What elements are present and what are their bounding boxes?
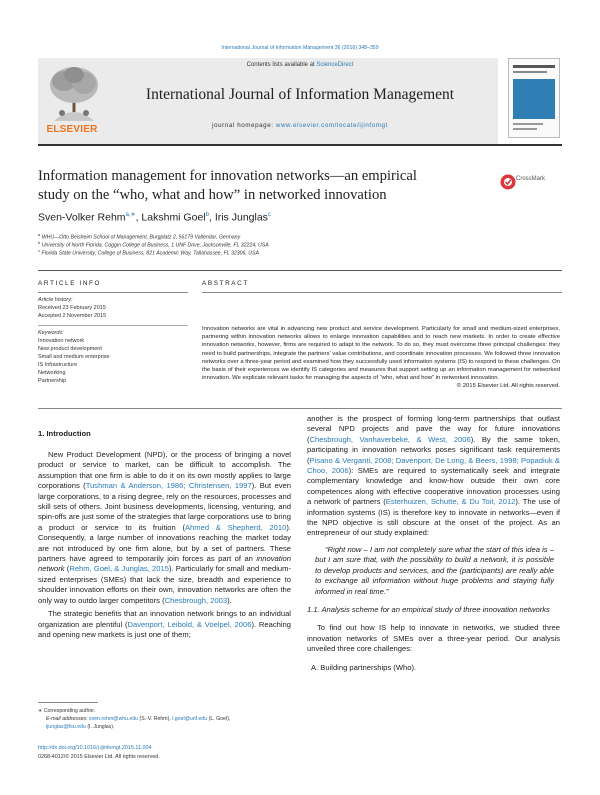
contents-prefix: Contents lists available at: [246, 62, 317, 68]
reference-link[interactable]: Chesbrough, Vanhaverbeke, & West, 2006: [309, 434, 471, 444]
received-date: Received 23 February 2015: [38, 305, 106, 311]
email-owner: (I. Junglas).: [85, 724, 115, 730]
author-affiliation-mark[interactable]: b: [205, 212, 209, 218]
author-name[interactable]: Iris Junglas: [214, 211, 268, 224]
keyword: Innovation network: [38, 338, 85, 344]
issn-line: 0268-4012/© 2015 Elsevier Ltd. All rights reserved.: [38, 754, 160, 760]
text-run: ). Particularly for small and medium-sized enterprises (SMEs) that lack the size, breadth and experience to shoulder innovation efforts on their own, innovation networks are often the only way to outdo larger competitors (: [38, 564, 291, 605]
interview-quote: “Right now – I am not completely sure what the start of this idea is – but I am sure that, with the possibility to build a network, it is possible to develop products and services, and the (participants) are really able to exchange all information without huge problems and staying fully informed in real time.”: [315, 544, 554, 596]
doi-link[interactable]: http://dx.doi.org/10.1016/j.ijinfomgt.2015.11.004: [38, 745, 152, 751]
reference-link[interactable]: Pisano & Verganti, 2008; Davenport, De Long, & Beers, 1998; Popadiuk & Choo, 2006: [307, 455, 560, 476]
text-run: (: [64, 564, 70, 574]
keyword: IS Infrastructure: [38, 362, 78, 368]
paragraph: [38, 450, 291, 606]
section-divider: [38, 408, 562, 409]
history-label: Article history:: [38, 297, 73, 303]
author-separator: ,: [208, 211, 215, 224]
homepage-label: journal homepage:: [212, 122, 276, 129]
crossmark-icon[interactable]: [500, 171, 554, 193]
journal-homepage: [120, 122, 480, 129]
email-link[interactable]: ijunglas@fsu.edu: [46, 724, 86, 730]
reference-link[interactable]: Chesbrough, 2003: [164, 595, 228, 605]
homepage-link[interactable]: www.elsevier.com/locate/ijinfomgt: [275, 122, 388, 129]
affiliation-text: WHU—Otto Beisheim School of Management, Burgplatz 2, 56179 Vallendar, Germany: [41, 234, 241, 241]
paragraph: To find out how IS help to innovate in networks, we studied three innovation networks of SMEs over a three-year period. Our analysis unveiled three core challenges:: [307, 623, 560, 654]
reference-link[interactable]: Ahmed & Shepherd, 2010: [184, 522, 287, 532]
text-run: ). Reaching and opening new markets is just one of them;: [38, 619, 291, 639]
keyword: Networking: [38, 370, 66, 376]
journal-cover-thumbnail: [508, 58, 560, 138]
abstract-copyright: © 2015 Elsevier Ltd. All rights reserved.: [456, 383, 560, 390]
text-run: another is the prospect of forming long-term partnerships that outlast several NPD projects and pave the way for future innovations (: [307, 414, 560, 444]
paragraph: [307, 414, 560, 539]
affiliation-text: University of North Florida, Coggin College of Business, 1 UNF Drive, Jacksonville, FL 32224, USA: [41, 242, 269, 249]
subsection-heading: 1.1. Analysis scheme for an empirical study of three innovation networks: [307, 604, 550, 614]
journal-title: International Journal of Information Management: [145, 86, 455, 103]
right-column: [307, 414, 560, 673]
emphasis: innovation network: [38, 554, 291, 574]
corresponding-author-note: ∗ Corresponding author.: [38, 708, 96, 714]
article-title-line-1: Information management for innovation networks—an empirical: [38, 168, 417, 184]
email-addresses-continued: [46, 724, 114, 730]
email-link[interactable]: sven.rehm@whu.edu: [88, 716, 139, 722]
publisher-wordmark: ELSEVIER: [46, 124, 98, 135]
keywords-label: Keywords:: [38, 330, 64, 336]
abstract-divider: [202, 292, 562, 293]
email-owner: (S.-V. Rehm),: [138, 716, 173, 722]
challenge-item: A. Building partnerships (Who).: [311, 662, 417, 672]
reference-link[interactable]: Tushman & Anderson, 1986; Christensen, 1997: [85, 481, 252, 491]
article-title: [38, 167, 498, 204]
paragraph: [38, 609, 291, 640]
abstract-heading: ABSTRACT: [202, 280, 249, 287]
keyword: Small and medium enterprise: [38, 354, 110, 360]
header-divider: [38, 144, 562, 146]
author-list: [38, 211, 271, 224]
affiliation-mark: c: [38, 248, 40, 253]
author-affiliation-mark[interactable]: c: [267, 212, 271, 218]
email-label: E-mail addresses:: [46, 716, 89, 722]
contents-line: [120, 62, 480, 68]
info-divider: [38, 292, 188, 293]
article-info-heading: ARTICLE INFO: [38, 280, 102, 287]
email-link[interactable]: l.goel@unf.edu: [172, 716, 208, 722]
keyword: New product development: [38, 346, 102, 352]
reference-link[interactable]: Esterhuizen, Schutte, & Du Toit, 2012: [385, 497, 516, 507]
reference-link[interactable]: Rehm, Goel, & Junglas, 2015: [69, 564, 169, 574]
section-heading-introduction: 1. Introduction: [38, 429, 91, 438]
author-name[interactable]: Sven-Volker Rehm: [38, 211, 126, 224]
abstract-text: [202, 325, 560, 391]
text-run: The strategic benefits that an innovation network brings to an individual organization are plentiful (: [38, 609, 291, 629]
text-run: ). By the same token, participating in innovation networks poses significant task requirements (: [307, 434, 560, 465]
affiliation: [38, 248, 558, 257]
affiliation-mark: a: [38, 232, 41, 237]
email-addresses: [46, 716, 296, 722]
text-run: ): SMEs are required to systematically seek and integrate complementary knowledge and know-how outside their own core competences along with effective cooperative innovation processes using a network of partners (: [307, 466, 560, 507]
email-owner: (L. Goel),: [207, 716, 231, 722]
author-name[interactable]: Lakshmi Goel: [141, 211, 206, 224]
affiliation-text: Florida State University, College of Business, 821 Academic Way, Tallahassee, FL 32306, USA: [41, 250, 259, 257]
keyword: Partnership: [38, 378, 67, 384]
article-title-line-2: study on the “who, what and how” in networked innovation: [38, 186, 387, 203]
reference-link[interactable]: Davenport, Leibold, & Voelpel, 2006: [127, 619, 252, 629]
info-divider: [38, 325, 188, 326]
text-run: New Product Development (NPD), or the process of bringing a novel product or service to market, can be difficult to accomplish. The assumption that one firm is able to do it on its own mostly applies to large corporations (: [38, 450, 291, 491]
footnote-divider: [38, 702, 98, 703]
affiliation-mark: b: [38, 240, 41, 245]
text-run: ).: [227, 595, 232, 605]
left-column: [38, 450, 291, 640]
abstract-body: Innovation networks are vital in advancing new product and service development. Particularly for small and medium-sized enterprises, partnering within innovation networks allows to enlarge innovation capabilities and to reach new markets. In order to create effective innovation networks, however, firms are required to adapt to the network. To do so, they must overcome three principal challenges: they need to build partnerships, integrate the partners' value contributions, and coordinate innovation processes. We followed three innovation networks over a three-year period and examined how they successfully used information systems (IS) to respond to these challenges. On the basis of their experiences we identify IS categories and measures that support setting up an information management for networked innovation. We explicate relevant tasks for managing the aspects of “who, what and how” in networked innovation.: [202, 326, 560, 382]
author-separator: ,: [135, 211, 142, 224]
text-run: ). But even large corporations, to a rising degree, rely on the resources, processes and skill sets of others. Joint business developments, licensing, venturing, and spin-offs are just some of the strategies that large corporations use to bring a product or service to its fruition (: [38, 481, 291, 532]
accepted-date: Accepted 2 November 2015: [38, 313, 107, 319]
sciencedirect-link[interactable]: ScienceDirect: [316, 62, 354, 68]
text-run: ). The use of information systems (IS) is therefore key to innovate in networks—even if the NPD objective is still obscure at the onset of the project. As an entrepreneur of our study explained:: [307, 497, 560, 538]
text-run: ). Consequently, a large number of innovations reaching the market today are not introduced by one firm alone, but by a set of partners. These partners have agreed to temporarily join forces as part of an: [38, 522, 291, 564]
crossmark-label[interactable]: CrossMark: [516, 176, 546, 182]
journal-citation[interactable]: International Journal of Information Management 36 (2016) 348–359: [221, 45, 379, 51]
section-divider: [38, 270, 562, 271]
elsevier-tree-logo: [44, 63, 104, 123]
author-affiliation-mark[interactable]: a,∗: [125, 212, 136, 218]
